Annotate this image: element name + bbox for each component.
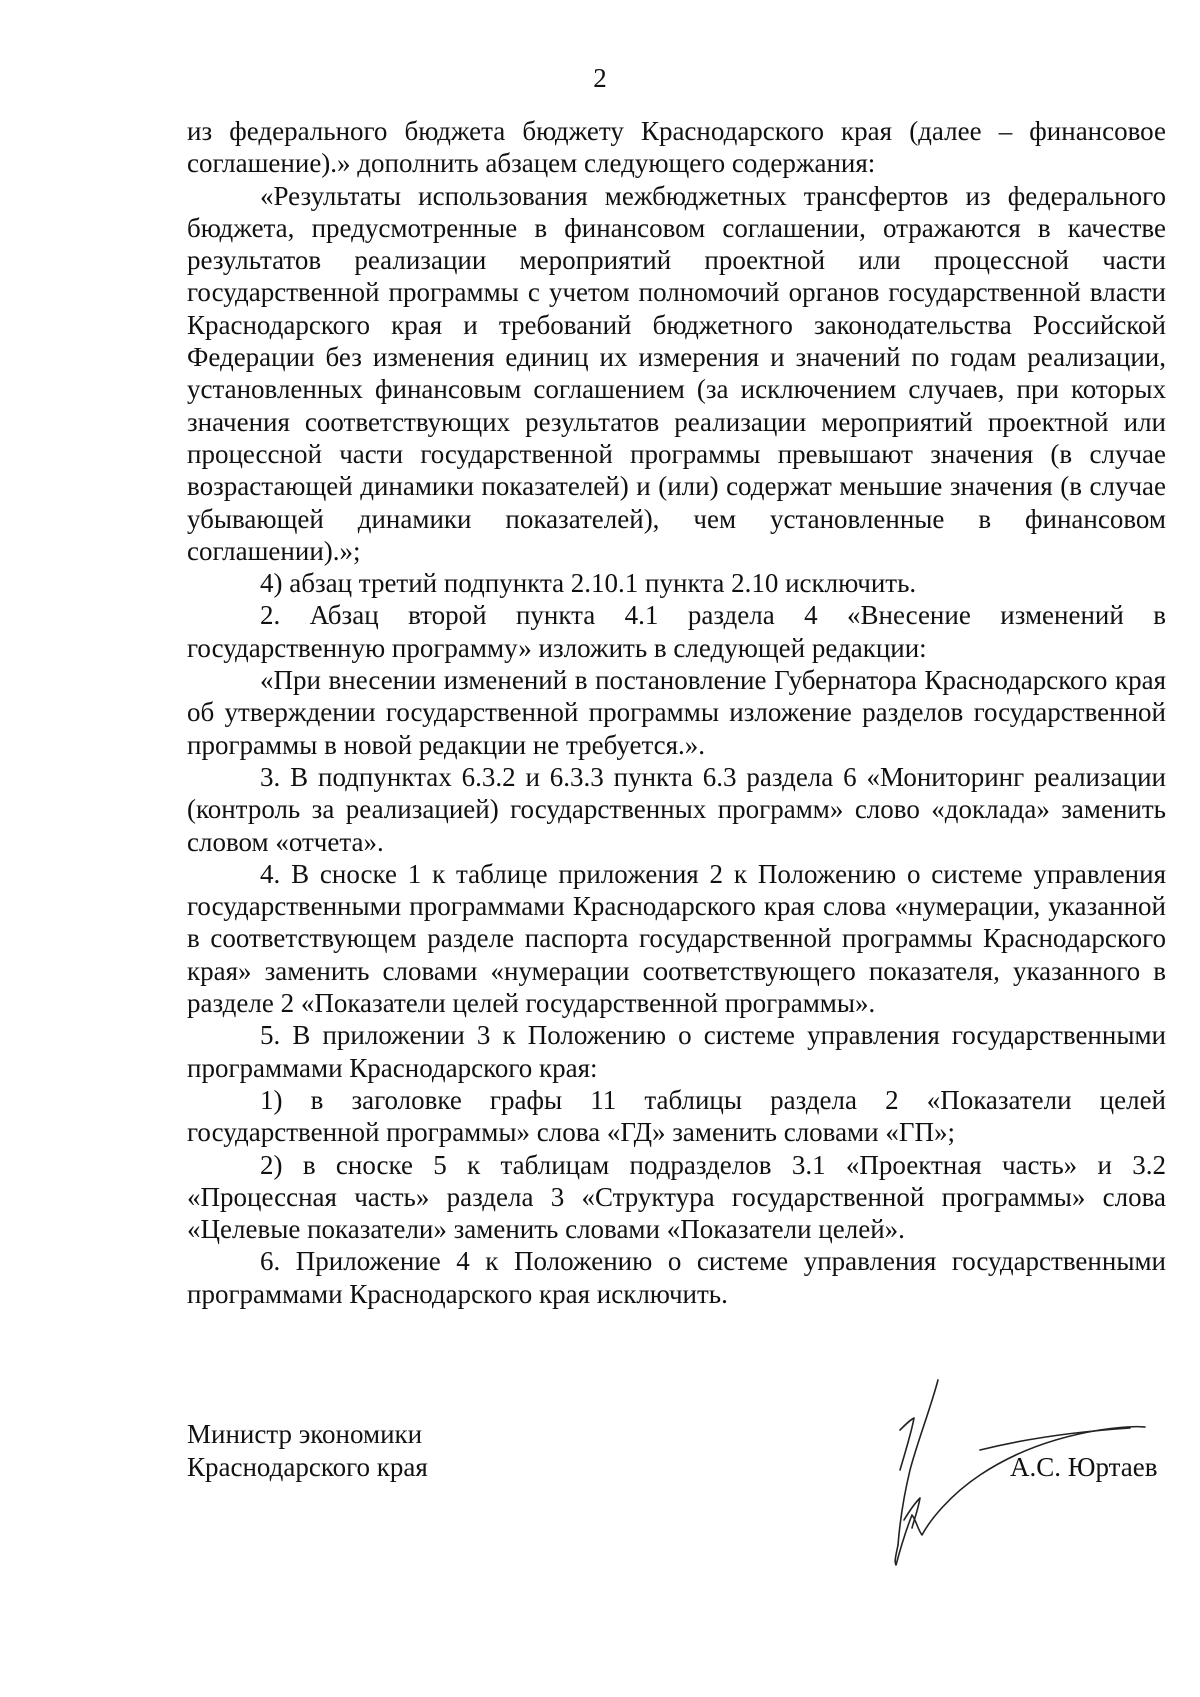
document-body <box>187 115 1166 1310</box>
paragraph: 4) абзац третий подпункта 2.10.1 пункта 2.10 исключить. <box>260 568 917 599</box>
page-number: 2 <box>593 63 607 93</box>
paragraph: «Результаты использования межбюджетных трансфертов из федерального бюджета, предусмотренные в финансовом соглашении, отражаются в качестве результатов реализации мероприятий проектной или процессной части государственной программы с учетом полномочий органов государственной власти Краснодарского края и требований бюджетного законодательства Российской Федерации без изменения единиц их измерения и значений по годам реализации, установленных финансовым соглашением (за исключением случаев, при которых значения соответствующих результатов реализации мероприятий проектной или процессной части государственной программы превышают значения (в случае возрастающей динамики показателей) и (или) содержат меньшие значения (в случае убывающей динамики показателей), чем установленные в финансовом соглашении).»; <box>187 180 1166 566</box>
signer-title: Министр экономики <box>187 1419 423 1449</box>
paragraph: 2. Абзац второй пункта 4.1 раздела 4 «Внесение изменений в государственную программу» изложить в следующей редакции: <box>187 600 1166 663</box>
signer-name: А.С. Юртаев <box>1010 1452 1158 1482</box>
signer-region: Краснодарского края <box>187 1452 428 1482</box>
handwritten-signature <box>860 1370 1150 1570</box>
paragraph: 2) в сноске 5 к таблицам подразделов 3.1 «Проектная часть» и 3.2 «Процессная часть» раздела 3 «Структура государственной программы» слова «Целевые показатели» заменить словами «Показатели целей». <box>187 1149 1166 1245</box>
paragraph: 1) в заголовке графы 11 таблицы раздела 2 «Показатели целей государственной программы» слова «ГД» заменить словами «ГП»; <box>187 1084 1166 1148</box>
paragraph: из федерального бюджета бюджету Краснодарского края (далее – финансовое соглашение).» дополнить абзацем следующего содержания: <box>187 116 1166 179</box>
paragraph: «При внесении изменений в постановление Губернатора Краснодарского края об утверждении государственной программы изложение разделов государственной программы в новой редакции не требуется.». <box>187 665 1166 760</box>
paragraph: 6. Приложение 4 к Положению о системе управления государственными программами Краснодарского края исключить. <box>187 1246 1166 1309</box>
paragraph: 4. В сноске 1 к таблице приложения 2 к Положению о системе управления государственными программами Краснодарского края слова «нумерации, указанной в соответствующем разделе паспорта государственной программы Краснодарского края» заменить словами «нумерации соответствующего показателя, указанного в разделе 2 «Показатели целей государственной программы». <box>187 858 1166 1019</box>
paragraph: 5. В приложении 3 к Положению о системе управления государственными программами Краснодарского края: <box>187 1020 1166 1083</box>
paragraph: 3. В подпунктах 6.3.2 и 6.3.3 пункта 6.3 раздела 6 «Мониторинг реализации (контроль за реализацией) государственных программ» слово «доклада» заменить словом «отчета». <box>187 761 1166 857</box>
